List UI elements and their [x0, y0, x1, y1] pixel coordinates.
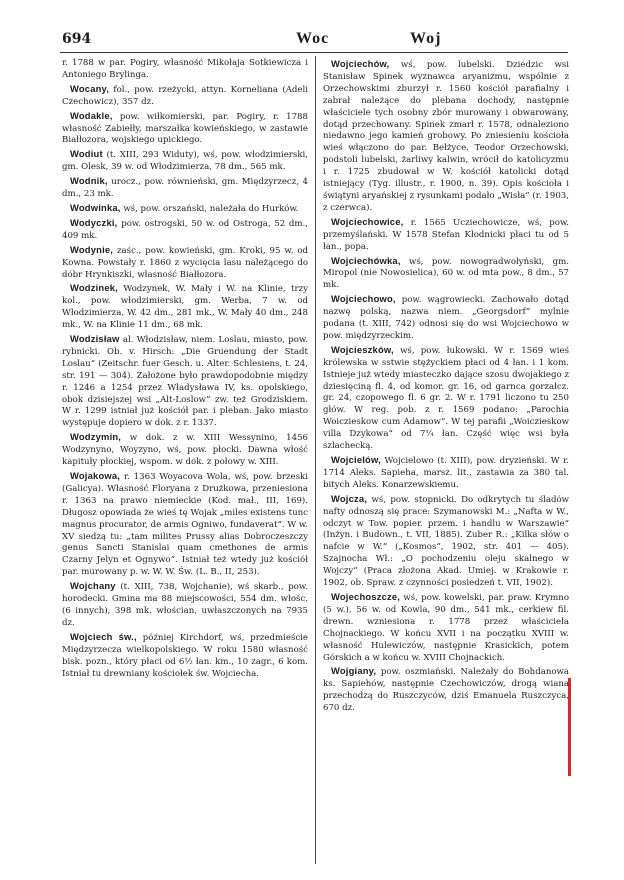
- running-head-right: Woj: [410, 30, 442, 47]
- dictionary-entry: [62, 175, 308, 201]
- entry-text: wś, pow. lubelski. Dziedzic wsi Stanisław Spinek wyznawca aryanizmu, wspólnie z Orzechowskimi zburzył r. 1560 kościół parafialny i zabrał należące do plebana dochody, następnie właściciele tych osobny zbór murowany i obwarowany, dotąd przechowany. Spinek zmarł r. 1578, odnaleziono niedawno jego kamień grobowy. Po zniesieniu kościoła wieś włączono do par. Bełżyce. Teodor Orzechowski, podstoli lubelski, żarliwy kalwin, wrócił do katolicyzmu i r. 1725 zbudował w W. kościół katolicki dotąd istniejący (Tyg. illustr., r. 1900, n. 39). Opis kościoła i świątyni aryańskiej z rysunkami podało „Wisła“ (r. 1903, z czerwca).: [323, 60, 569, 213]
- entry-headword: Wodiut: [70, 148, 103, 160]
- dictionary-entry: [62, 333, 308, 430]
- entry-headword: Wojechoszcze,: [331, 590, 401, 602]
- dictionary-entry: [323, 293, 569, 343]
- dictionary-entry: [323, 216, 569, 254]
- dictionary-entry: [62, 148, 308, 174]
- dictionary-entry: [62, 217, 308, 243]
- entry-headword: Wojgiany,: [331, 665, 377, 677]
- entry-text: później Kirchdorf, wś, przedmieście Międzyrzecza wielkopolskiego. W roku 1580 własność bisk. pozn., który płaci od 6½ łan. km., 10 zagr., 6 kom. Istniał tu drewniany kościołek św. Wojciecha.: [62, 632, 309, 679]
- entry-text: urocz., pow. równieński, gm. Międzyrzecz, 4 dm., 23 mk.: [62, 177, 308, 200]
- entry-headword: Wojciechowice,: [331, 215, 404, 227]
- page-number: 694: [62, 31, 92, 47]
- running-head-left: Woc: [296, 30, 330, 47]
- entry-headword: Wojcza,: [331, 492, 368, 504]
- entry-headword: Wojciechowo,: [331, 293, 396, 305]
- column-divider: [315, 56, 316, 864]
- entry-text: Wojcielowo (t. XIII), pow. dryzieński. W r. 1714 Aleks. Sapieha, marsz. lit., zastawia za 380 tal. bitych Aleks. Konarzewskiemu.: [323, 456, 569, 490]
- entry-headword: Wojciechów,: [331, 58, 390, 69]
- entry-headword: Wodzinek,: [70, 282, 118, 294]
- dictionary-entry: [62, 244, 308, 282]
- dictionary-entry: [323, 344, 569, 453]
- entry-headword: Wojchany: [70, 580, 116, 592]
- dictionary-entry: [62, 470, 308, 579]
- entry-text: pow. wągrowiecki. Zachowało dotąd nazwę polską, nazwa niem. „Georgsdorf“ mylnie podana (t. XIII, 742) odnosi się do wsi Wojciechowo w pow. międzyrzeckim.: [323, 295, 570, 341]
- page-header: [0, 20, 624, 46]
- dictionary-entry: [323, 665, 569, 715]
- dictionary-entry: [62, 110, 308, 148]
- dictionary-entry: [62, 431, 308, 469]
- entry-text: pow. wiłkomierski, par. Pogiry, r. 1788 własność Zabiełły, marszałka kowieńskiego, w zastawie Białłozora, wojskiego upickiego.: [62, 111, 308, 146]
- entry-text: Wodzynek, W. Mały i W. na Klinie, trzy kol., pow. włodzimierski, gm. Werba, 7 w. od Włodzimierza, W. 42 dm., 281 mk., W. Mały 40 dm., 248 mk., W. na Klinie 11 dm., 68 mk.: [62, 284, 308, 331]
- dictionary-entry: [323, 58, 569, 215]
- dictionary-entry: [323, 493, 569, 590]
- entry-headword: Wojciech św.,: [70, 630, 137, 642]
- dictionary-entry: [323, 454, 569, 492]
- dictionary-entry: [62, 580, 308, 630]
- entry-text: zaśc., pow. kowieński, gm. Kroki, 95 w. od Kowna. Powstały r. 1860 z wycięcia lasu należącego do dóbr Hrynkiszki, własność Białłozora.: [62, 245, 309, 280]
- entry-headword: Wojciechówka,: [331, 254, 401, 266]
- entry-headword: Wodzisław: [70, 333, 120, 345]
- entry-text: (t. XIII, 293 Widuty), wś, pow. włodzimierski, gm. Olesk, 39 w. od Włodzimierza, 78 dm., 565 mk.: [62, 150, 309, 173]
- entry-headword: Wojcielów,: [331, 454, 381, 465]
- dictionary-entry: [62, 282, 308, 332]
- entry-text: r. 1363 Woyacova Wola, wś, pow. brzeski (Galicya). Własność Floryana z Drużkowa, przeniesiona r. 1363 na prawo niemieckie (Kod. mał., III, 169). Długosz opowiada że wieś tę Wojak „miles existens tunc magnus procurator, de armis Ogniwo, fundaverat“. W w. XV siedzą tu: „tam milites Prussy alias Dobroczeszczy genus Sancti Stanislai quam cmethones de armis Czarny Jelyn et Ognywo“. Istniał też wtedy już kościół par. murowany p. w. W. W. Św. (L. B., II, 253).: [62, 472, 309, 578]
- dictionary-entry: [62, 202, 308, 216]
- entry-text: (t. XIII, 738, Wojchanie), wś skarb., pow. horodecki. Gmina ma 88 miejscowości, 554 dm. włośc. (6 innych), 398 mk. włościan, uwłaszczonych na 7935 dz.: [62, 582, 308, 628]
- entry-text: r. 1565 Ucziechowicze, wś, pow. przemyślański. W 1578 Stefan Kłodnicki płaci tu od 5 łan., popa.: [323, 217, 570, 252]
- entry-headword: Wodwinka,: [70, 201, 121, 213]
- entry-text: r. 1788 w par. Pogiry, własność Mikołaja Sotkiewicza i Antoniego Brylinga.: [62, 58, 308, 80]
- entry-headword: Wodakle,: [70, 109, 113, 121]
- entry-headword: Wodzymin,: [70, 431, 122, 443]
- entry-text: pow. oszmiański. Należały do Bohdanowa ks. Sapiehów, następnie Czechowiczów, drogą wiana przechodzą do Ruszczyców, dziś Emanuela Ruszczyca, 670 dz.: [323, 667, 570, 714]
- dictionary-entry: [323, 255, 569, 293]
- right-column: [323, 58, 569, 716]
- entry-text: fol., pow. rzeżycki, attyn. Korneliana (Adeli Czechowicz), 357 dz.: [62, 84, 308, 107]
- entry-headword: Wodnik,: [70, 175, 108, 187]
- entry-text: w dok. z w. XIII Wessynino, 1456 Wodzynyno, Woyzyno, wś, pow. płocki. Dawna włość kapituły płockiej, wspom. w dok. z połowy w. XIII.: [62, 433, 309, 468]
- entry-text: wś, pow. stopnicki. Do odkrytych tu śladów nafty odnoszą się prace: Szymanowski M.: „Nafta w W., odczyt w Tow. popier. przem. i handlu w Warszawie“ (Inżyn. i Budown., t. VII, 1885). Zuber R.: „Kilka słów o nafcie w W.“ („Kosmos“, 1902, str. 401 — 405). Szajnocha Wł.: „O pochodzeniu oleju skalnego w Wojczy“ (Praca złożona Akad. Umiej. w Krakowie r. 1902, ob. Spraw. z czynności posiedzeń t. VII, 1902).: [323, 494, 570, 589]
- entry-headword: Wojcieszków,: [331, 343, 394, 355]
- entry-text: pow. ostrogski, 50 w. od Ostroga, 52 dm., 409 mk.: [62, 218, 308, 241]
- dictionary-entry: [62, 631, 308, 681]
- dictionary-entry: [323, 591, 569, 664]
- left-column: [62, 58, 308, 681]
- entry-headword: Wocany,: [70, 82, 110, 94]
- entry-text: wś, pow. łukowski. W r. 1569 wieś królewska w sstwie stężyckiem płaci od 4 łan. i 1 kom. Istnieje już wtedy miasteczko dające szosu dwojakiego z dziesięciną fl. 4, od komor. gr. 16, od garnca gorzałcz. gr. 24, czopowego fl. 6 gr. 2. W r. 1791 liczono tu 250 głów. W reg. pob. z r. 1569 podano: „Parochia Woiczieskow cum Adamow“. W tej parafii „Woiczieskow villa Dzykowa“ od 7¼ łan. Część więc wsi była szlachecką.: [323, 345, 569, 452]
- entry-text: wś, pow. kowelski, par. praw. Krymno (5 w.), 56 w. od Kowla, 90 dm., 541 mk., cerkiew fil. drewn. wzniesiona r. 1778 przez właściciela Chojnackiego. W końcu XVII i na początku XVIII w. własność Hulewiczów, następnie Krasickich, potem Górskich a w końcu w. XVIII Chojnackich.: [323, 592, 569, 663]
- entry-text: al. Włodzisław, niem. Loslau, miasto, pow. rybnicki. Ob. v. Hirsch: „Die Gruendung der Stadt Loslau“ (Zeitschr. fuer Gesch. u. Alter. Schlesiens, t. 24, str. 191 — 304). Założone było prawdopodobnie między r. 1246 a 1254 przez Władysława IV, ks. opolskiego, obok dzisiejszej wsi „Alt-Loslow“ zw. też Grodziskiem. W r. 1299 istniał już kościół par. i pleban. Jako miasto występuje dopiero w dok. z r. 1337.: [62, 335, 308, 429]
- header-rule: [60, 52, 568, 53]
- entry-headword: Wodynie,: [70, 243, 114, 255]
- dictionary-entry: [62, 83, 308, 109]
- entry-headword: Wojakowa,: [70, 470, 121, 481]
- dictionary-entry: [62, 58, 308, 82]
- entry-headword: Wodyczki,: [70, 216, 118, 228]
- entry-text: wś, pow. orszański, należała do Hurków.: [123, 203, 299, 214]
- entry-text: wś, pow. nowogradwołyński, gm. Miropol (nie Nowosielica), 60 w. od mta pow., 8 dm., 57 mk.: [323, 256, 570, 291]
